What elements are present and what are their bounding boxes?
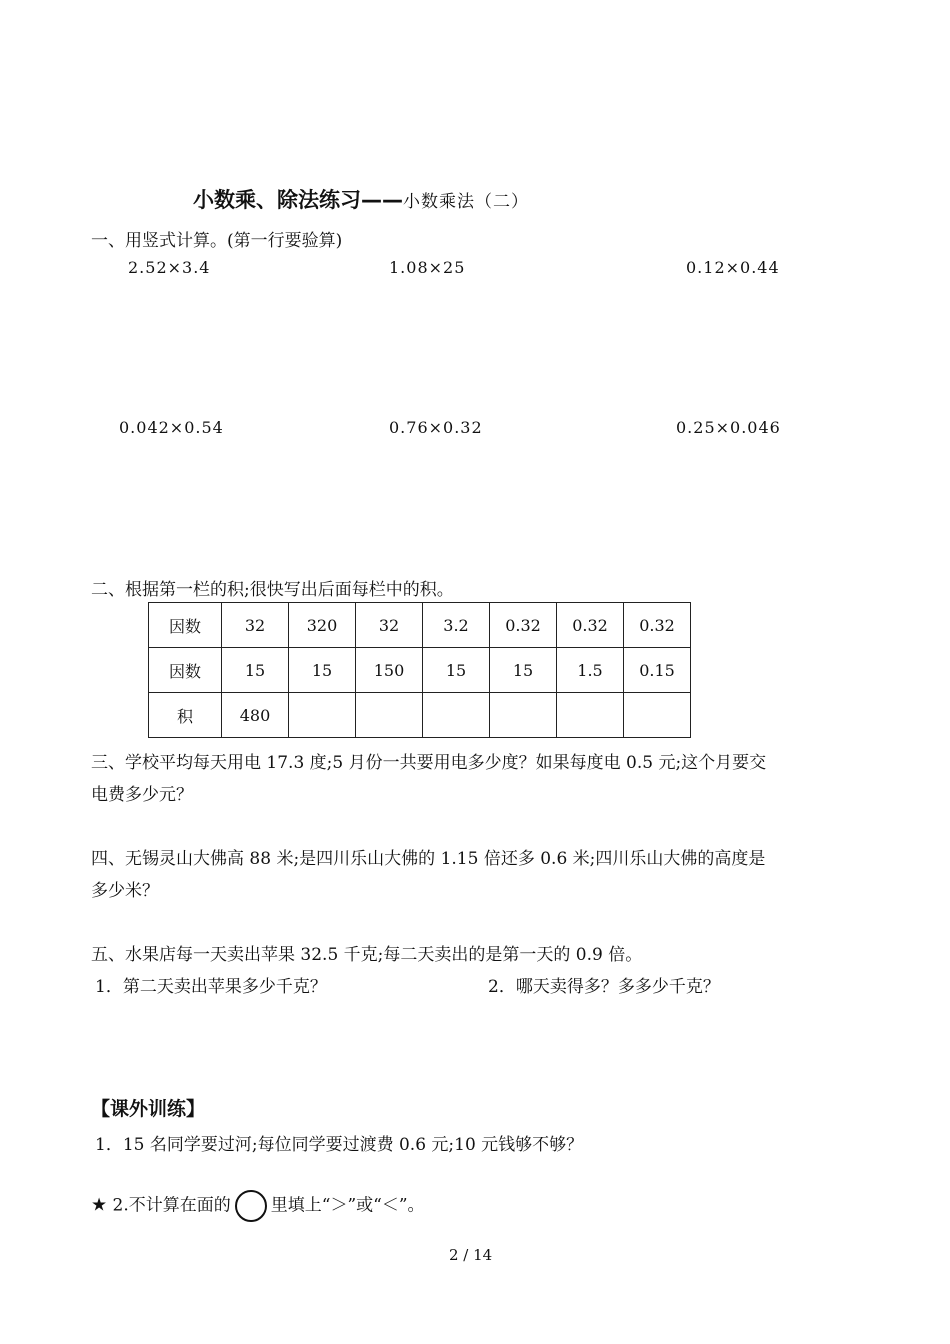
table-cell: 32 bbox=[356, 603, 423, 648]
table-cell: 0.32 bbox=[624, 603, 691, 648]
page-number: 2 / 14 bbox=[449, 1246, 493, 1264]
answer-cell[interactable] bbox=[289, 693, 356, 738]
q1-expr-1: 2.52×3.4 bbox=[128, 258, 211, 277]
extra-item-2 bbox=[91, 1190, 425, 1222]
table-cell: 0.15 bbox=[624, 648, 691, 693]
title-sub: 小数乘法（二） bbox=[403, 192, 529, 212]
answer-cell[interactable] bbox=[423, 693, 490, 738]
extra-heading: 【课外训练】 bbox=[91, 1098, 206, 1120]
table-cell: 15 bbox=[289, 648, 356, 693]
q1-expr-3: 0.12×0.44 bbox=[686, 258, 780, 277]
table-cell: 15 bbox=[423, 648, 490, 693]
q5-sub-2: 2．哪天卖得多？多多少千克？ bbox=[488, 977, 720, 997]
table-cell: 320 bbox=[289, 603, 356, 648]
product-table bbox=[148, 602, 691, 738]
table-row bbox=[149, 603, 691, 648]
table-cell: 480 bbox=[222, 693, 289, 738]
answer-cell[interactable] bbox=[557, 693, 624, 738]
title-main: 小数乘、除法练习—— bbox=[193, 188, 403, 212]
q3-line-2: 电费多少元？ bbox=[91, 785, 193, 805]
q2-heading: 二、根据第一栏的积;很快写出后面每栏中的积。 bbox=[91, 580, 454, 600]
q1-expr-6: 0.25×0.046 bbox=[676, 418, 781, 437]
table-cell: 32 bbox=[222, 603, 289, 648]
table-cell: 1.5 bbox=[557, 648, 624, 693]
table-cell: 15 bbox=[222, 648, 289, 693]
extra-item-2-after: 里填上“＞”或“＜”。 bbox=[270, 1195, 425, 1216]
extra-item-2-before: 2.不计算在面的 bbox=[112, 1195, 231, 1216]
q5-line-1: 五、水果店每一天卖出苹果 32.5 千克;每二天卖出的是第一天的 0.9 倍。 bbox=[91, 945, 643, 965]
table-cell: 0.32 bbox=[490, 603, 557, 648]
table-cell: 因数 bbox=[149, 648, 222, 693]
q5-sub-1: 1．第二天卖出苹果多少千克？ bbox=[95, 977, 327, 997]
answer-cell[interactable] bbox=[356, 693, 423, 738]
q3-line-1: 三、学校平均每天用电 17.3 度;5 月份一共要用电多少度？如果每度电 0.5 元;这个月要交 bbox=[91, 753, 767, 773]
q4-line-1: 四、无锡灵山大佛高 88 米;是四川乐山大佛的 1.15 倍还多 0.6 米;四川乐山大佛的高度是 bbox=[91, 849, 766, 869]
table-cell: 3.2 bbox=[423, 603, 490, 648]
page-title bbox=[193, 184, 529, 214]
circle-blank[interactable] bbox=[235, 1190, 267, 1222]
q4-line-2: 多少米？ bbox=[91, 881, 159, 901]
table-row bbox=[149, 693, 691, 738]
q1-expr-5: 0.76×0.32 bbox=[389, 418, 483, 437]
answer-cell[interactable] bbox=[624, 693, 691, 738]
table-cell: 150 bbox=[356, 648, 423, 693]
table-row bbox=[149, 648, 691, 693]
q1-heading: 一、用竖式计算。(第一行要验算) bbox=[91, 231, 343, 251]
q1-expr-4: 0.042×0.54 bbox=[119, 418, 224, 437]
extra-item-1: 1．15 名同学要过河;每位同学要过渡费 0.6 元;10 元钱够不够？ bbox=[95, 1135, 584, 1155]
q1-expr-2: 1.08×25 bbox=[389, 258, 466, 277]
table-cell: 因数 bbox=[149, 603, 222, 648]
table-cell: 0.32 bbox=[557, 603, 624, 648]
answer-cell[interactable] bbox=[490, 693, 557, 738]
table-cell: 15 bbox=[490, 648, 557, 693]
table-cell: 积 bbox=[149, 693, 222, 738]
star-icon: ★ bbox=[91, 1194, 108, 1216]
